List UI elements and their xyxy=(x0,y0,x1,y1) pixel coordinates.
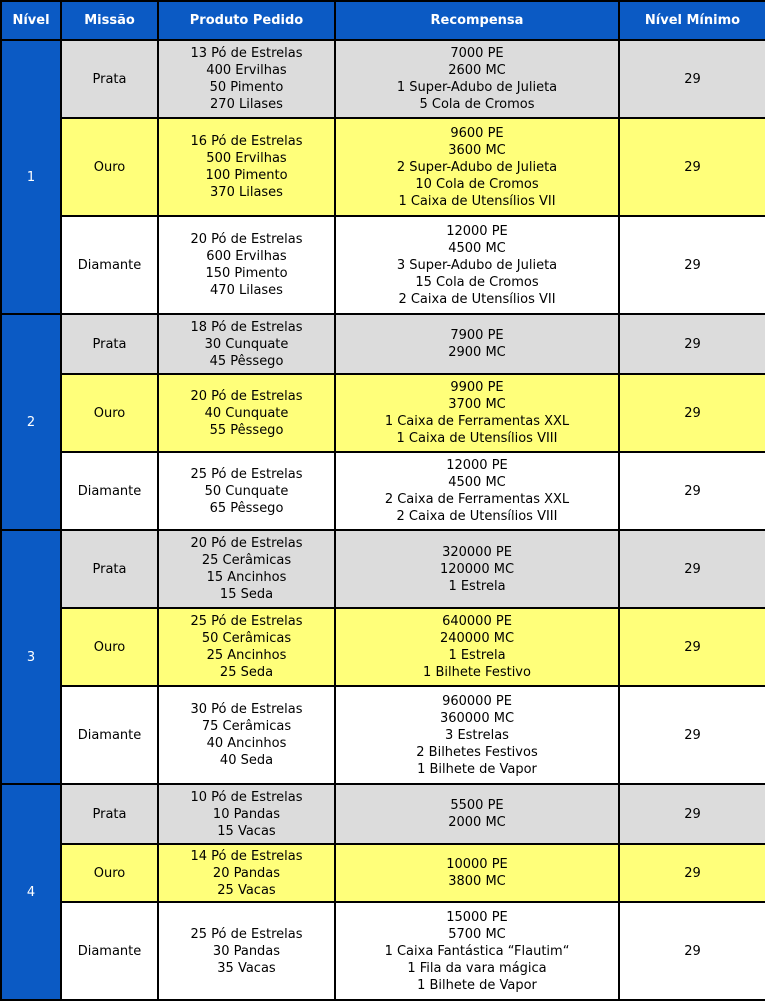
reward-cell-line: 2900 MC xyxy=(448,345,506,360)
mission-cell: Diamante xyxy=(61,686,158,784)
product-cell-line: 400 Ervilhas xyxy=(206,63,287,78)
mission-cell: Prata xyxy=(61,530,158,608)
product-cell-line: 18 Pó de Estrelas xyxy=(190,319,303,335)
product-cell xyxy=(158,452,335,530)
level-cell: 4 xyxy=(1,784,61,1000)
product-cell-line: 75 Cerâmicas xyxy=(201,719,292,734)
level-cell: 2 xyxy=(1,314,61,530)
min-level-cell: 29 xyxy=(619,530,765,608)
product-cell-line: 100 Pimento xyxy=(205,168,288,183)
reward-cell-line: 3700 MC xyxy=(448,397,506,412)
reward-cell-line: 5500 PE xyxy=(450,798,504,813)
product-cell xyxy=(158,902,335,1000)
product-cell-line: 25 Pó de Estrelas xyxy=(190,614,303,629)
reward-cell-line: 3 Estrelas xyxy=(445,727,509,743)
reward-cell-line: 360000 MC xyxy=(439,710,515,726)
product-cell-line: 40 Cunquate xyxy=(204,405,289,421)
reward-cell-line: 1 Caixa de Ferramentas XXL xyxy=(384,414,570,429)
table-row xyxy=(1,844,765,902)
reward-cell-line: 120000 MC xyxy=(439,561,515,577)
level-cell: 3 xyxy=(1,530,61,784)
product-cell-line: 16 Pó de Estrelas xyxy=(190,134,303,149)
product-cell-line: 470 Lilases xyxy=(210,283,283,298)
reward-cell xyxy=(335,844,619,902)
min-level-cell: 29 xyxy=(619,844,765,902)
table-row xyxy=(1,608,765,686)
reward-cell xyxy=(335,902,619,1000)
reward-cell-line: 1 Caixa de Utensílios VIII xyxy=(396,431,558,446)
reward-cell-line: 12000 PE xyxy=(446,223,508,239)
product-cell-line: 20 Pandas xyxy=(212,865,281,881)
mission-cell: Prata xyxy=(61,40,158,118)
mission-cell: Ouro xyxy=(61,844,158,902)
product-cell-line: 25 Pó de Estrelas xyxy=(190,926,303,942)
reward-cell xyxy=(335,216,619,314)
product-cell-line: 50 Cerâmicas xyxy=(201,631,292,646)
reward-cell-line: 9900 PE xyxy=(450,380,504,395)
product-cell-line: 65 Pêssego xyxy=(209,500,284,516)
reward-cell-line: 15000 PE xyxy=(446,909,508,925)
min-level-cell: 29 xyxy=(619,784,765,844)
product-cell-line: 15 Vacas xyxy=(217,823,276,839)
product-cell xyxy=(158,844,335,902)
reward-cell-line: 640000 PE xyxy=(442,614,512,629)
reward-cell-line: 7900 PE xyxy=(450,328,504,343)
product-cell-line: 50 Pimento xyxy=(209,80,284,95)
min-level-cell: 29 xyxy=(619,902,765,1000)
header-level: Nível xyxy=(1,1,61,40)
table-row xyxy=(1,530,765,608)
reward-cell-line: 320000 PE xyxy=(442,544,512,560)
table-row xyxy=(1,374,765,452)
min-level-cell: 29 xyxy=(619,608,765,686)
reward-cell-line: 3800 MC xyxy=(448,874,506,889)
product-cell-line: 25 Seda xyxy=(219,665,274,680)
product-cell-line: 270 Lilases xyxy=(210,97,283,112)
level-cell: 1 xyxy=(1,40,61,314)
mission-cell: Prata xyxy=(61,314,158,374)
product-cell-line: 500 Ervilhas xyxy=(206,151,287,166)
header-mission: Missão xyxy=(61,1,158,40)
reward-cell xyxy=(335,118,619,216)
reward-cell-line: 2 Caixa de Ferramentas XXL xyxy=(384,492,570,507)
mission-cell: Prata xyxy=(61,784,158,844)
mission-cell: Diamante xyxy=(61,452,158,530)
reward-cell-line: 240000 MC xyxy=(439,631,515,646)
header-row xyxy=(1,1,765,40)
reward-cell xyxy=(335,784,619,844)
table-row xyxy=(1,40,765,118)
header-min-level: Nível Mínimo xyxy=(619,1,765,40)
product-cell-line: 45 Pêssego xyxy=(209,353,284,369)
product-cell-line: 15 Ancinhos xyxy=(206,570,287,585)
reward-cell-line: 1 Caixa Fantástica “Flautim“ xyxy=(384,943,570,959)
reward-cell-line: 10 Cola de Cromos xyxy=(415,176,539,192)
table-row xyxy=(1,118,765,216)
table-row xyxy=(1,784,765,844)
reward-cell-line: 3 Super-Adubo de Julieta xyxy=(396,257,558,273)
product-cell-line: 20 Pó de Estrelas xyxy=(190,232,303,247)
product-cell xyxy=(158,314,335,374)
reward-cell-line: 1 Estrela xyxy=(448,648,506,663)
mission-cell: Ouro xyxy=(61,374,158,452)
reward-cell-line: 1 Super-Adubo de Julieta xyxy=(396,80,558,95)
reward-cell-line: 2600 MC xyxy=(448,63,506,78)
product-cell-line: 30 Pó de Estrelas xyxy=(190,702,303,717)
product-cell-line: 30 Pandas xyxy=(212,943,281,959)
reward-cell xyxy=(335,686,619,784)
product-cell-line: 13 Pó de Estrelas xyxy=(190,46,303,61)
product-cell-line: 40 Seda xyxy=(219,753,274,768)
reward-cell-line: 15 Cola de Cromos xyxy=(415,274,539,290)
mission-cell: Diamante xyxy=(61,216,158,314)
table-row xyxy=(1,216,765,314)
reward-cell-line: 12000 PE xyxy=(446,458,508,473)
reward-cell-line: 1 Fila da vara mágica xyxy=(407,960,547,976)
reward-cell-line: 1 Bilhete de Vapor xyxy=(417,761,537,777)
reward-cell-line: 2 Caixa de Utensílios VII xyxy=(398,291,556,307)
reward-cell-line: 960000 PE xyxy=(442,693,512,709)
product-cell-line: 10 Pó de Estrelas xyxy=(190,789,303,805)
product-cell-line: 14 Pó de Estrelas xyxy=(190,848,303,864)
product-cell xyxy=(158,216,335,314)
mission-cell: Ouro xyxy=(61,118,158,216)
min-level-cell: 29 xyxy=(619,374,765,452)
header-product: Produto Pedido xyxy=(158,1,335,40)
reward-cell-line: 1 Bilhete de Vapor xyxy=(417,977,537,993)
reward-cell-line: 1 Caixa de Utensílios VII xyxy=(398,193,556,209)
header-reward: Recompensa xyxy=(335,1,619,40)
table-body xyxy=(1,40,765,1000)
reward-cell-line: 2000 MC xyxy=(448,815,506,830)
product-cell-line: 150 Pimento xyxy=(205,266,288,281)
reward-cell xyxy=(335,530,619,608)
mission-cell: Diamante xyxy=(61,902,158,1000)
table-row xyxy=(1,452,765,530)
reward-cell-line: 3600 MC xyxy=(448,142,506,158)
reward-cell-line: 1 Estrela xyxy=(448,578,506,594)
reward-cell-line: 4500 MC xyxy=(448,240,506,256)
reward-cell xyxy=(335,374,619,452)
product-cell-line: 10 Pandas xyxy=(212,806,281,822)
reward-cell-line: 4500 MC xyxy=(448,475,506,490)
reward-cell-line: 7000 PE xyxy=(450,46,504,61)
reward-cell xyxy=(335,314,619,374)
product-cell-line: 25 Ancinhos xyxy=(206,648,287,663)
min-level-cell: 29 xyxy=(619,40,765,118)
product-cell xyxy=(158,608,335,686)
reward-cell-line: 10000 PE xyxy=(446,857,508,872)
product-cell xyxy=(158,40,335,118)
reward-cell xyxy=(335,608,619,686)
product-cell-line: 600 Ervilhas xyxy=(206,249,287,264)
reward-cell-line: 2 Caixa de Utensílios VIII xyxy=(396,509,558,524)
mission-cell: Ouro xyxy=(61,608,158,686)
product-cell-line: 20 Pó de Estrelas xyxy=(190,388,303,404)
reward-cell-line: 1 Bilhete Festivo xyxy=(423,665,531,680)
table-row xyxy=(1,314,765,374)
reward-cell xyxy=(335,452,619,530)
reward-cell-line: 9600 PE xyxy=(450,125,504,141)
product-cell-line: 40 Ancinhos xyxy=(206,736,287,751)
reward-cell-line: 2 Bilhetes Festivos xyxy=(416,744,538,760)
product-cell-line: 370 Lilases xyxy=(210,185,283,200)
table-row xyxy=(1,686,765,784)
product-cell-line: 35 Vacas xyxy=(217,960,276,976)
product-cell xyxy=(158,686,335,784)
product-cell-line: 25 Pó de Estrelas xyxy=(190,466,303,482)
reward-cell-line: 2 Super-Adubo de Julieta xyxy=(396,159,558,175)
product-cell-line: 25 Vacas xyxy=(217,882,276,898)
product-cell-line: 55 Pêssego xyxy=(209,422,284,438)
reward-cell-line: 5700 MC xyxy=(448,926,506,942)
table-row xyxy=(1,902,765,1000)
product-cell-line: 20 Pó de Estrelas xyxy=(190,536,303,551)
product-cell-line: 50 Cunquate xyxy=(204,483,289,499)
product-cell-line: 15 Seda xyxy=(219,587,274,602)
product-cell xyxy=(158,784,335,844)
reward-cell xyxy=(335,40,619,118)
product-cell-line: 30 Cunquate xyxy=(204,336,289,352)
min-level-cell: 29 xyxy=(619,686,765,784)
min-level-cell: 29 xyxy=(619,452,765,530)
reward-cell-line: 5 Cola de Cromos xyxy=(419,97,535,112)
min-level-cell: 29 xyxy=(619,118,765,216)
min-level-cell: 29 xyxy=(619,314,765,374)
product-cell xyxy=(158,118,335,216)
min-level-cell: 29 xyxy=(619,216,765,314)
product-cell xyxy=(158,530,335,608)
product-cell-line: 25 Cerâmicas xyxy=(201,553,292,568)
product-cell xyxy=(158,374,335,452)
